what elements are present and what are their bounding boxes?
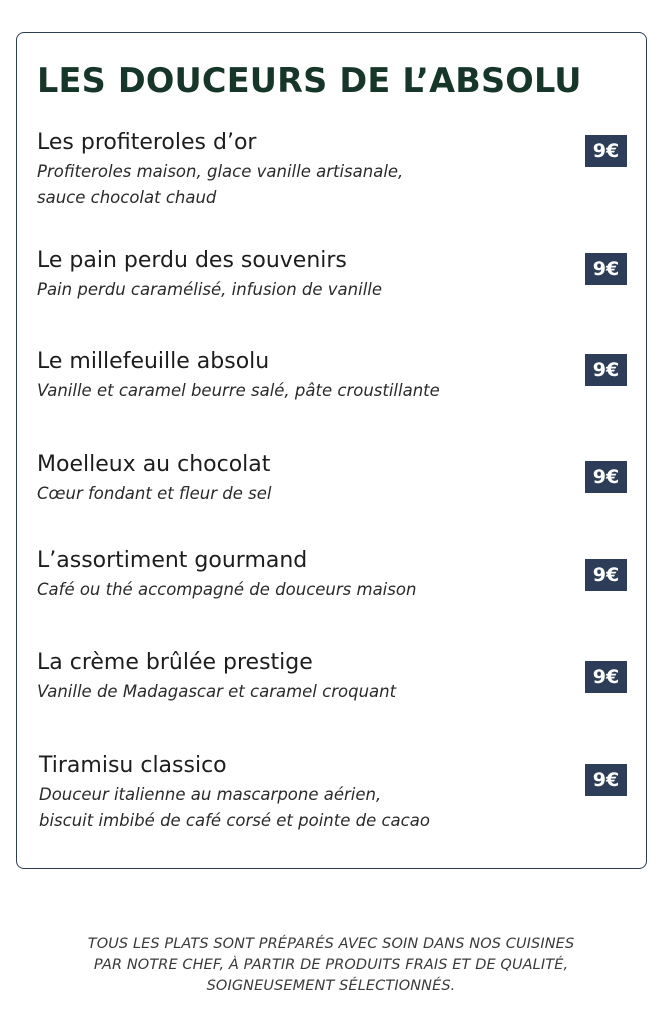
item-description-line: Vanille de Madagascar et caramel croquant [37, 682, 397, 701]
footer-line: PAR NOTRE CHEF, À PARTIR DE PRODUITS FRAIS ET DE QUALITÉ, [93, 957, 569, 973]
dessert-menu-card [16, 32, 647, 869]
item-name: Les profiteroles d’or [37, 130, 257, 155]
footer-line: SOIGNEUSEMENT SÉLECTIONNÉS. [206, 978, 456, 994]
menu-title: LES DOUCEURS DE L’ABSOLU [37, 61, 582, 100]
item-name: Le millefeuille absolu [37, 349, 270, 374]
price-badge: 9€ [585, 354, 627, 386]
item-name: Tiramisu classico [39, 753, 227, 778]
menu-item-profiteroles [37, 129, 631, 211]
item-description [37, 159, 631, 211]
price-badge: 9€ [585, 461, 627, 493]
item-description-line: Douceur italienne au mascarpone aérien, [39, 785, 382, 804]
item-description-line: Café ou thé accompagné de douceurs maison [37, 580, 417, 599]
item-description [37, 679, 631, 705]
item-description-line: Cœur fondant et fleur de sel [37, 484, 272, 503]
item-description-line: Pain perdu caramélisé, infusion de vanille [37, 280, 383, 299]
menu-item-assortiment [37, 547, 631, 603]
price-badge: 9€ [585, 135, 627, 167]
item-name: La crème brûlée prestige [37, 650, 313, 675]
footer-note [0, 934, 662, 997]
price-badge: 9€ [585, 253, 627, 285]
price-badge: 9€ [585, 661, 627, 693]
price-badge: 9€ [585, 559, 627, 591]
menu-item-moelleux [37, 451, 631, 507]
item-description-line: biscuit imbibé de café corsé et pointe de cacao [39, 811, 430, 830]
item-description [37, 378, 631, 404]
menu-item-pain-perdu [37, 247, 631, 303]
price-badge: 9€ [585, 764, 627, 796]
item-description [37, 277, 631, 303]
item-description [37, 481, 631, 507]
item-description-line: Profiteroles maison, glace vanille artisanale, [37, 162, 404, 181]
menu-item-tiramisu [39, 752, 631, 834]
item-description [37, 577, 631, 603]
menu-item-millefeuille [37, 348, 631, 404]
item-name: Le pain perdu des souvenirs [37, 248, 347, 273]
item-name: L’assortiment gourmand [37, 548, 308, 573]
item-name: Moelleux au chocolat [37, 452, 271, 477]
item-description-line: sauce chocolat chaud [37, 188, 217, 207]
item-description [39, 782, 631, 834]
menu-item-creme-brulee [37, 649, 631, 705]
item-description-line: Vanille et caramel beurre salé, pâte croustillante [37, 381, 440, 400]
footer-line: TOUS LES PLATS SONT PRÉPARÉS AVEC SOIN DANS NOS CUISINES [87, 936, 575, 952]
